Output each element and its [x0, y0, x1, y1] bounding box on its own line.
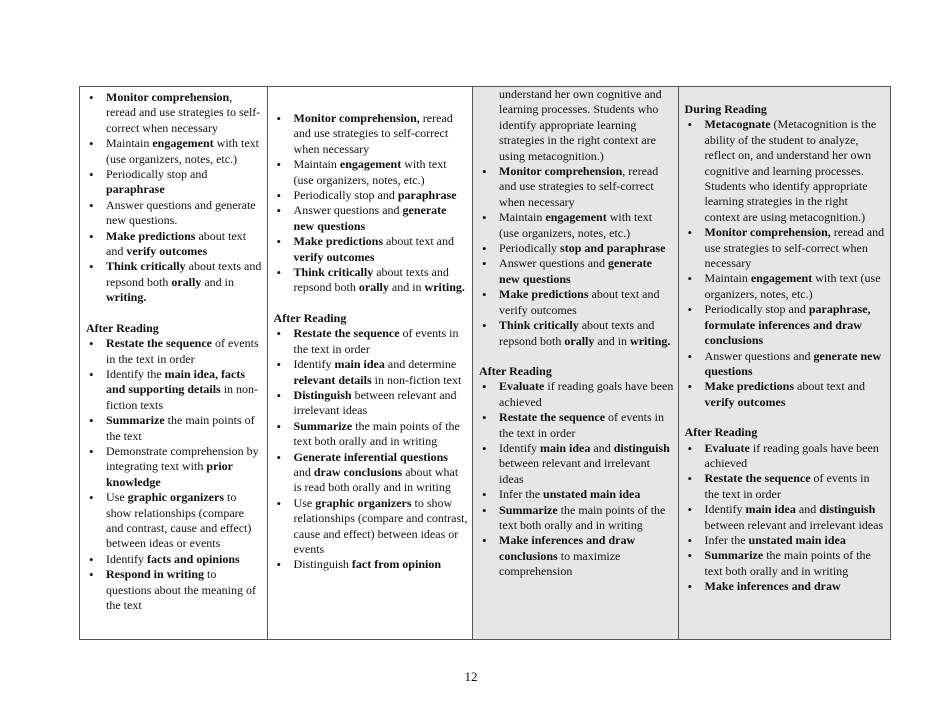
text-run: and — [590, 440, 614, 455]
section-heading: After Reading — [86, 320, 159, 335]
text-run: with text (use organizers, notes, etc.) — [106, 136, 259, 166]
bullet-list — [685, 441, 886, 595]
bold-text: Summarize — [704, 548, 764, 563]
bold-text: generate new questions — [293, 203, 447, 233]
text-run: Maintain — [704, 271, 751, 286]
list-item — [685, 271, 886, 302]
column-4 — [679, 87, 890, 639]
bold-text: writing. — [424, 280, 465, 295]
list-item — [685, 379, 886, 410]
list-item — [274, 357, 469, 388]
text-run: with text (use organizers, notes, etc.) — [499, 210, 653, 240]
list-item — [274, 496, 469, 558]
bold-text: fact from opinion — [351, 557, 441, 572]
list-item — [86, 413, 263, 444]
column-2 — [268, 87, 474, 639]
bullet-list — [685, 117, 886, 410]
list-item — [86, 367, 263, 413]
text-run: , reread and use strategies to self-correct when necessary — [499, 164, 659, 209]
text-run: about text and — [106, 228, 247, 259]
list-item — [685, 548, 886, 579]
bold-text: Make inferences and draw — [704, 579, 841, 594]
text-run: and determine — [384, 357, 457, 372]
text-run: Periodically stop and — [704, 302, 809, 317]
bold-text: relevant details — [293, 372, 372, 387]
text-run: and in — [388, 280, 425, 295]
section-heading: After Reading — [684, 425, 758, 440]
column-1 — [80, 87, 268, 639]
bold-text: orally — [564, 333, 595, 348]
text-run: and in — [594, 333, 631, 348]
text-run: Identify — [499, 440, 541, 455]
bold-text: Think critically — [293, 265, 374, 280]
bold-text: facts and opinions — [147, 551, 240, 566]
bold-text: verify outcomes — [126, 244, 208, 259]
text-run: about text and verify outcomes — [499, 287, 660, 317]
bold-text: Restate the sequence — [106, 336, 212, 351]
text-run: and in — [201, 274, 234, 289]
text-run: Demonstrate comprehension by integrating text with — [106, 443, 259, 474]
bullet-list — [86, 90, 263, 306]
bullet-list — [274, 111, 469, 296]
bold-text: generate new questions — [704, 348, 882, 378]
text-run: (Metacognition is the ability of the student to analyze, reflect on, and understand her own cognitive and learning processes. Students who identify appropriate learning strategies in the right context are using metacognition.) — [704, 117, 877, 224]
bold-text: Metacognate — [704, 117, 771, 132]
bold-text: Monitor comprehension, — [704, 225, 831, 240]
text-run: reread and use strategies to self-correct when necessary — [293, 111, 453, 156]
list-item — [685, 502, 886, 533]
list-item — [274, 326, 469, 357]
text-run: Infer the — [499, 487, 544, 502]
text-run: between relevant and irrelevant ideas — [499, 456, 650, 486]
text-run: Maintain — [106, 136, 153, 151]
text-run: Use — [106, 490, 128, 505]
list-item — [479, 318, 674, 349]
list-item — [479, 241, 674, 256]
bold-text: graphic organizers — [127, 490, 224, 505]
bold-text: main idea, facts and supporting details — [106, 366, 245, 397]
text-run: Maintain — [293, 157, 340, 172]
bold-text: Make predictions — [704, 379, 794, 394]
text-run: to show relationships (compare and contrast, cause and effect) between ideas or events — [293, 495, 468, 556]
list-item — [479, 210, 674, 241]
text-run: about what is read both orally and in writing — [293, 464, 459, 495]
bold-text: Restate the sequence — [499, 410, 606, 425]
bold-text: writing. — [630, 333, 671, 348]
bold-text: verify outcomes — [704, 394, 786, 409]
bold-text: orally — [171, 274, 202, 289]
bold-text: Evaluate — [499, 379, 545, 394]
text-run: to show relationships (compare and contrast, cause and effect) between ideas or events — [106, 490, 252, 551]
list-item — [86, 167, 263, 198]
bold-text: engagement — [152, 136, 214, 151]
bullet-list — [479, 379, 674, 579]
section-heading: During Reading — [684, 102, 767, 116]
list-item — [274, 557, 469, 572]
bold-text: main idea — [334, 357, 385, 372]
list-item — [685, 533, 886, 548]
bold-text: prior knowledge — [106, 459, 233, 489]
bold-text: unstated main idea — [543, 487, 641, 502]
text-run: , reread and use strategies to self-correct when necessary — [106, 90, 261, 135]
list-item — [86, 259, 263, 305]
text-run: about texts and repsond both — [106, 259, 262, 289]
list-item — [479, 533, 674, 579]
section-heading: After Reading — [479, 363, 552, 378]
list-item — [479, 164, 674, 210]
text-run: Identify — [106, 551, 147, 566]
bold-text: Monitor comprehension — [106, 90, 230, 104]
bold-text: Make inferences and draw conclusions — [499, 533, 636, 563]
page-number: 12 — [464, 669, 478, 684]
text-run: Answer questions and — [293, 203, 403, 218]
text-run: Distinguish — [293, 557, 352, 572]
list-item — [86, 567, 263, 613]
text-run: about text and — [383, 234, 454, 249]
bold-text: Evaluate — [704, 440, 750, 455]
section-gap — [86, 306, 263, 321]
bold-text: Make predictions — [106, 228, 196, 243]
bold-text: distinguish — [819, 502, 876, 517]
bold-text: Make predictions — [293, 234, 383, 249]
bold-text: draw conclusions — [313, 464, 403, 479]
bullet-list — [274, 326, 469, 573]
list-item — [274, 388, 469, 419]
text-run: if reading goals have been achieved — [499, 379, 674, 409]
bold-text: distinguish — [613, 440, 670, 455]
list-item — [86, 90, 263, 136]
text-run: of events in the text in order — [293, 326, 459, 356]
section-gap — [685, 410, 886, 425]
list-item — [685, 117, 886, 225]
bold-text: paraphrase, formulate inferences and draw conclusions — [704, 302, 871, 348]
list-item — [86, 336, 263, 367]
text-run: Identify the — [106, 366, 165, 381]
bold-text: orally — [358, 280, 389, 295]
list-item — [274, 157, 469, 188]
bold-text: main idea — [540, 440, 591, 455]
text-run: Use — [293, 495, 316, 510]
text-run: Periodically — [499, 241, 561, 256]
list-item — [274, 265, 469, 296]
bold-text: Distinguish — [293, 387, 352, 402]
list-item — [685, 349, 886, 380]
list-item — [685, 302, 886, 348]
list-item — [86, 490, 263, 552]
bold-text: Think critically — [499, 318, 579, 333]
list-item — [274, 111, 469, 157]
text-run: in non-fiction text — [371, 372, 462, 387]
text-run: the main points of the text both orally and in writing — [704, 548, 871, 578]
bold-text: graphic organizers — [315, 495, 412, 510]
continued-text: understand her own cognitive and learning processes. Students who identify appropriate learning strategies in the right context are using metacognition.) — [499, 87, 662, 163]
bold-text: main idea — [745, 502, 796, 517]
list-item — [86, 136, 263, 167]
list-item — [274, 234, 469, 265]
text-run: the main points of the text — [106, 413, 255, 443]
text-run: if reading goals have been achieved — [704, 440, 879, 470]
text-run: Answer questions and — [704, 348, 814, 363]
section-gap — [479, 349, 674, 364]
text-run: Periodically stop and — [106, 167, 208, 182]
text-run: Periodically stop and — [293, 188, 398, 203]
bold-text: generate new questions — [499, 256, 653, 286]
list-item — [86, 444, 263, 490]
text-run: Identify — [704, 502, 746, 517]
bold-text: Monitor comprehension — [499, 164, 623, 179]
list-item — [479, 441, 674, 487]
bold-text: paraphrase — [106, 182, 165, 197]
bold-text: engagement — [545, 210, 607, 225]
bold-text: engagement — [750, 271, 813, 286]
section-heading: After Reading — [273, 310, 347, 325]
list-item — [685, 441, 886, 472]
list-item — [274, 450, 469, 496]
list-item — [479, 503, 674, 534]
bold-text: Summarize — [106, 413, 165, 428]
section-gap — [274, 296, 469, 311]
bold-text: unstated main idea — [748, 532, 846, 547]
text-run: the main points of the text both orally and in writing — [293, 418, 460, 449]
bullet-list — [86, 336, 263, 613]
text-run: the main points of the text both orally and in writing — [499, 502, 666, 532]
bold-text: verify outcomes — [293, 249, 375, 264]
list-item — [86, 198, 263, 229]
bullet-list — [479, 164, 674, 349]
list-item — [274, 188, 469, 203]
list-item — [479, 410, 674, 441]
text-run: Identify — [293, 357, 335, 372]
list-item — [274, 419, 469, 450]
text-run: Maintain — [499, 210, 546, 225]
text-run: between relevant and irrelevant ideas — [704, 517, 884, 532]
text-run: about texts and repsond both — [499, 318, 655, 348]
bold-text: engagement — [339, 157, 402, 172]
text-run: Answer questions and — [499, 256, 609, 271]
list-item — [479, 287, 674, 318]
text-run: reread and use strategies to self-correct when necessary — [704, 225, 885, 271]
list-item — [86, 229, 263, 260]
bold-text: Respond in writing — [106, 567, 205, 582]
list-item — [274, 203, 469, 234]
text-run: and — [293, 464, 314, 479]
text-run: of events in the text in order — [499, 410, 665, 440]
bold-text: stop and paraphrase — [560, 241, 666, 256]
text-run: about text and — [794, 379, 865, 394]
text-run: to questions about the meaning of the text — [106, 567, 256, 612]
bold-text: Make predictions — [499, 287, 589, 302]
bold-text: Restate the sequence — [704, 471, 811, 486]
bold-text: Summarize — [293, 418, 353, 433]
text-run: about texts and repsond both — [293, 265, 449, 295]
list-item — [685, 471, 886, 502]
text-run: and — [795, 502, 820, 517]
text-run: with text (use organizers, notes, etc.) — [704, 271, 881, 301]
bold-text: Monitor comprehension, — [293, 111, 420, 125]
list-item — [479, 379, 674, 410]
bold-text: Generate inferential questions — [293, 449, 448, 464]
bold-text: writing. — [106, 290, 147, 305]
text-run: of events in the text in order — [106, 336, 259, 366]
bold-text: Restate the sequence — [293, 326, 400, 341]
bold-text: paraphrase — [397, 188, 457, 203]
text-run: Answer questions and generate new questions. — [106, 197, 256, 228]
bold-text: Summarize — [499, 502, 558, 517]
list-item — [685, 225, 886, 271]
text-run: in non-fiction texts — [106, 382, 259, 412]
text-run: to maximize comprehension — [499, 548, 621, 579]
column-3 — [473, 87, 679, 639]
list-item — [479, 487, 674, 502]
text-run: between relevant and irrelevant ideas — [293, 387, 457, 418]
text-run: Infer the — [704, 532, 749, 547]
strategies-table — [79, 86, 891, 640]
bold-text: Think critically — [106, 259, 186, 274]
list-item — [86, 552, 263, 567]
list-item — [479, 256, 674, 287]
text-run: with text (use organizers, notes, etc.) — [293, 157, 447, 187]
text-run: of events in the text in order — [704, 471, 870, 501]
list-item — [685, 579, 886, 594]
